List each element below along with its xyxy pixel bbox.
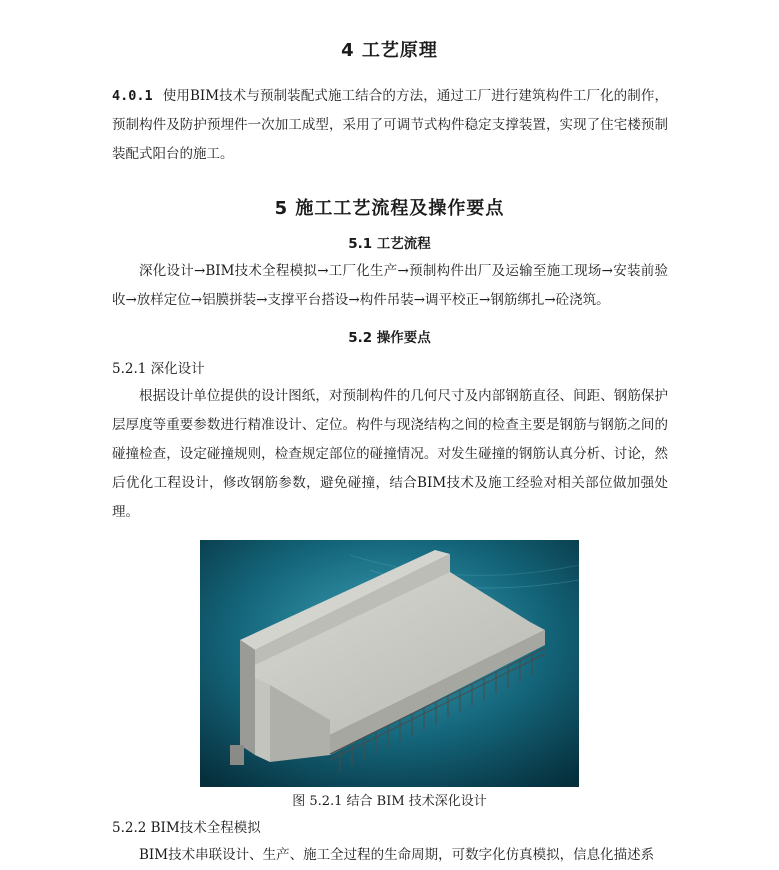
figure-caption: 图 5.2.1 结合 BIM 技术深化设计	[292, 794, 487, 809]
section-5-2-title: 5.2 操作要点	[348, 330, 431, 346]
process-flow-text: 深化设计→BIM技术全程模拟→工厂化生产→预制构件出厂及运输至施工现场→安装前验收→放样定位→铝膜拼装→支撑平台搭设→构件吊装→调平校正→钢筋绑扎→砼浇筑。	[112, 263, 668, 308]
paragraph-text: 使用BIM技术与预制装配式施工结合的方法，通过工厂进行建筑构件工厂化的制作，预制构件及防护预埋件一次加工成型，采用了可调节式构件稳定支撑装置，实现了住宅楼预制装配式阳台的施工。	[112, 88, 668, 162]
deepening-design-text: 根据设计单位提供的设计图纸，对预制构件的几何尺寸及内部钢筋直径、间距、钢筋保护层厚度等重要参数进行精准设计、定位。构件与现浇结构之间的检查主要是钢筋与钢筋之间的碰撞检查，设定碰撞规则，检查规定部位的碰撞情况。对发生碰撞的钢筋认真分析、讨论，然后优化工程设计，修改钢筋参数，避免碰撞，结合BIM技术及施工经验对相关部位做加强处理。	[112, 388, 668, 520]
section-5-title: 5 施工工艺流程及操作要点	[274, 198, 505, 219]
bim-model-figure	[200, 540, 579, 787]
paragraph-4-0-1	[112, 82, 668, 169]
bim-balcony-render	[200, 540, 579, 787]
section-4-title: 4 工艺原理	[341, 40, 438, 61]
section-5-2-1-title: 5.2.1 深化设计	[112, 361, 205, 377]
bim-simulation-text: BIM技术串联设计、生产、施工全过程的生命周期，可数字化仿真模拟，信息化描述系	[139, 847, 655, 863]
section-5-1-title: 5.1 工艺流程	[348, 236, 431, 252]
paragraph-number: 4.0.1	[112, 88, 153, 104]
section-5-2-2-title: 5.2.2 BIM技术全程模拟	[112, 820, 261, 836]
